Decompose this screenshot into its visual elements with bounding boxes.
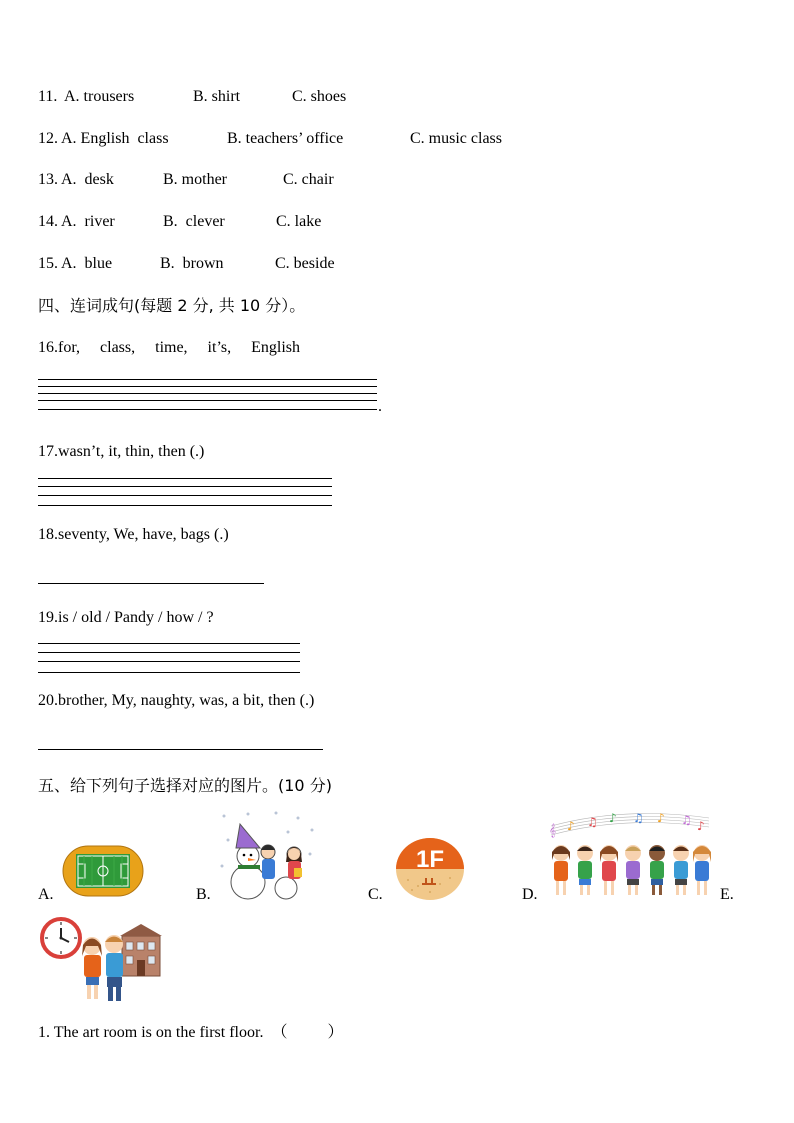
q12-option-a: A. English class [61,130,169,147]
q13-option-b: B. mother [163,171,227,188]
snowman-image [218,810,318,900]
q19-number: 19. [38,609,58,626]
q17-number: 17. [38,443,58,460]
q13-option-c: C. chair [283,171,334,188]
q16-period: . [378,398,382,415]
q18-text [38,525,229,545]
q14-option-c: C. lake [276,213,322,230]
answer-line [38,478,332,479]
q15-option-c: C. beside [275,255,335,272]
q18-words: seventy, We, have, bags (.) [58,526,229,543]
q20-words: brother, My, naughty, was, a bit, then (.) [58,692,315,709]
q20-number: 20. [38,692,58,709]
sports-field-image [62,843,144,899]
q20-answer-line [38,749,323,750]
children-group [552,845,711,895]
answer-line [38,661,300,662]
singing-children-image [545,808,713,900]
q16-words: for, class, time, it’s, English [58,339,301,356]
picture-label-b: B. [196,886,211,903]
answer-line [38,379,377,380]
q13-number: 13. [38,171,58,188]
q11-option-c: C. shoes [292,88,347,105]
svg-text:♫: ♫ [633,811,644,825]
q12-option-c: C. music class [410,130,502,147]
answer-line [38,486,332,487]
school-time-image [40,916,164,1004]
q11-option-b: B. shirt [193,88,241,105]
question-1: 1. The art room is on the first floor. （ ） [38,1024,344,1041]
first-floor-sign-image [394,836,466,902]
picture-label-e: E. [720,886,734,903]
q15-option-b: B. brown [160,255,224,272]
q14-option-a: A. river [61,213,115,230]
picture-label-c: C. [368,886,383,903]
note-icon: 𝄞 [549,823,557,837]
q18-number: 18. [38,526,58,543]
q14-number: 14. [38,213,58,230]
answer-line [38,505,332,506]
section-5-heading: 五、给下列句子选择对应的图片。(10 分) [38,776,332,795]
svg-text:♫: ♫ [587,815,598,829]
q14-option-b: B. clever [163,213,225,230]
q18-answer-line [38,583,264,584]
answer-line [38,672,300,673]
answer-line [38,386,377,387]
answer-line [38,652,300,653]
answer-line [38,643,300,644]
q20-text [38,691,314,711]
q19-words: is / old / Pandy / how / ? [58,609,214,626]
q13-option-a: A. desk [61,171,114,188]
svg-text:♪: ♪ [609,811,617,825]
answer-line [38,495,332,496]
sign-text: 1F [415,846,445,873]
q11-number: 11. [38,88,58,105]
q12-option-b: B. teachers’ office [227,130,344,147]
q12-number: 12. [38,130,58,147]
svg-text:♪: ♪ [697,819,705,833]
q19-text [38,608,214,628]
answer-line [38,393,377,394]
q15-number: 15. [38,255,58,272]
svg-text:♫: ♫ [681,813,692,827]
svg-text:♪: ♪ [657,811,665,825]
picture-label-d: D. [522,886,538,903]
q17-words: wasn’t, it, thin, then (.) [58,443,205,460]
answer-line [38,400,377,401]
q11-option-a: A. trousers [64,88,135,105]
q16-text [38,338,300,358]
q17-text [38,442,204,462]
svg-text:♪: ♪ [567,819,575,833]
q15-option-a: A. blue [61,255,113,272]
answer-line [38,409,377,410]
picture-label-a: A. [38,886,54,903]
walking-kids [82,935,123,1001]
q16-number: 16. [38,339,58,356]
section-4-heading: 四、连词成句(每题 2 分, 共 10 分）。 [38,296,306,315]
